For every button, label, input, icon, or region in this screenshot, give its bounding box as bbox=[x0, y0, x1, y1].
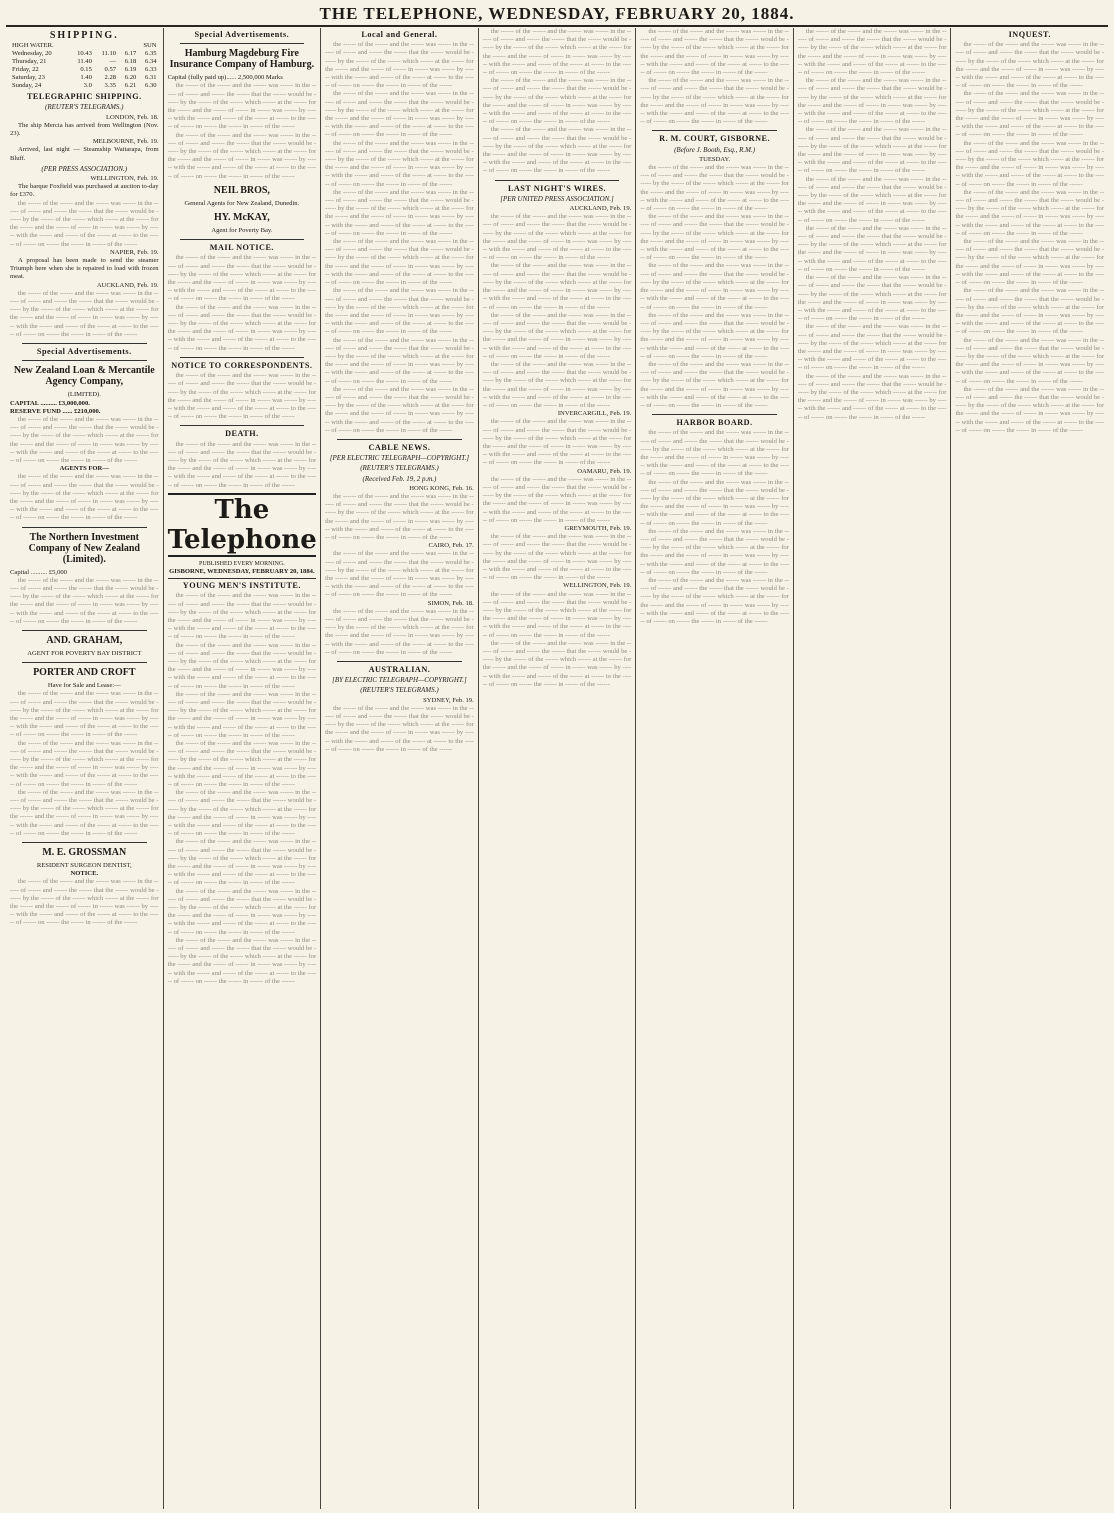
graham-title: AND. GRAHAM, bbox=[46, 634, 123, 646]
body-text: the ------ of the ------ and the ------ was ------ in the ------ of ------ and ------ the ------ that the ------ would be ------ by the ------ of the ------ which ------ at the ------ for the ------ and the ------ of ------ in ------ was ------ by ------ with the ------ and ------ of the ------ at ------ to the ------ of ------ on ------ the ------ in ------ of the ------ bbox=[955, 336, 1105, 385]
press-note: (PER PRESS ASSOCIATION.) bbox=[41, 164, 128, 173]
tide-row: Saturday, 23 1.40 2.28 6.20 6.31 bbox=[12, 74, 157, 82]
porter-croft-title: PORTER AND CROFT bbox=[33, 667, 136, 679]
body-text: the ------ of the ------ and the ------ was ------ in the ------ of ------ and ------ the ------ that the ------ would be ------ by the ------ of the ------ which ------ at the ------ for the ------ and the ------ of ------ in ------ was ------ by ------ with the ------ and ------ of the ------ at ------ to the ------ of ------ on ------ the ------ in ------ of the ------ bbox=[167, 789, 317, 838]
special-ads-heading: Special Advertisements. bbox=[194, 30, 290, 39]
body-text: the ------ of the ------ and the ------ was ------ in the ------ of ------ and ------ the ------ that the ------ would be ------ by the ------ of the ------ which ------ at the ------ for the ------ and the ------ of ------ in ------ was ------ by ------ with the ------ and ------ of the ------ at ------ to the ------ of ------ on ------ the ------ in ------ of the ------ bbox=[797, 224, 947, 273]
body-text: the ------ of the ------ and the ------ was ------ in the ------ of ------ and ------ the ------ that the ------ would be ------ by the ------ of the ------ which ------ at the ------ for the ------ and the ------ of ------ in ------ was ------ by ------ with the ------ and ------ of the ------ at ------ to the ------ of ------ on ------ the ------ in ------ of the ------ bbox=[640, 311, 789, 360]
special-ads-heading: Special Advertisements. bbox=[36, 347, 132, 357]
body-text: the ------ of the ------ and the ------ was ------ in the ------ of ------ and ------ the ------ that the ------ would be ------ by the ------ of the ------ which ------ at the ------ for the ------ and the ------ of ------ in ------ was ------ by ------ with the ------ and ------ of the ------ at ------ to the ------ of ------ on ------ the ------ in ------ of the ------ bbox=[482, 213, 632, 262]
telegraphic-shipping-heading: TELEGRAPHIC SHIPPING. bbox=[26, 92, 142, 102]
body-text: the ------ of the ------ and the ------ was ------ in the ------ of ------ and ------ the ------ that the ------ would be ------ by the ------ of the ------ which ------ at the ------ for the ------ and the ------ of ------ in ------ was ------ by ------ with the ------ and ------ of the ------ at ------ to the ------ of ------ on ------ the ------ in ------ of the ------ bbox=[640, 360, 789, 409]
notice-heading: NOTICE. bbox=[70, 870, 99, 878]
dateline: INVERCARGILL, Feb. 19. bbox=[557, 410, 632, 418]
column-7 bbox=[951, 28, 1108, 1509]
body-text: the ------ of the ------ and the ------ was ------ in the ------ of ------ and ------ the ------ that the ------ would be ------ by the ------ of the ------ which ------ at the ------ for the ------ and the ------ of ------ in ------ was ------ by ------ with the ------ and ------ of the ------ at ------ to the ------ of ------ on ------ the ------ in ------ of the ------ bbox=[10, 576, 159, 625]
northern-capital: Capital .......... £5,000 bbox=[10, 568, 67, 576]
body-text: the ------ of the ------ and the ------ was ------ in the ------ of ------ and ------ the ------ that the ------ would be ------ by the ------ of the ------ which ------ at the ------ for the ------ and the ------ of ------ in ------ was ------ by ------ with the ------ and ------ of the ------ at ------ to the ------ of ------ on ------ the ------ in ------ of the ------ bbox=[482, 126, 632, 175]
australian-heading: AUSTRALIAN. bbox=[368, 665, 431, 675]
correspondents-heading: NOTICE TO CORRESPONDENTS. bbox=[171, 360, 313, 370]
body-text: the ------ of the ------ and the ------ was ------ in the ------ of ------ and ------ the ------ that the ------ would be ------ by the ------ of the ------ which ------ at the ------ for the ------ and the ------ of ------ in ------ was ------ by ------ with the ------ and ------ of the ------ at ------ to the ------ of ------ on ------ the ------ in ------ of the ------ bbox=[640, 262, 789, 311]
news-paragraph: Arrived, last night — Steamship Waitarapa, from Bluff. bbox=[10, 146, 159, 162]
body-text: the ------ of the ------ and the ------ was ------ in the ------ of ------ and ------ the ------ that the ------ would be ------ by the ------ of the ------ which ------ at the ------ for the ------ and the ------ of ------ in ------ was ------ by ------ with the ------ and ------ of the ------ at ------ to the ------ of ------ on ------ the ------ in ------ of the ------ bbox=[167, 440, 317, 489]
tide-row: Sunday, 24 3.0 3.35 6.21 6.30 bbox=[12, 82, 157, 90]
cable-news-heading: CABLE NEWS. bbox=[368, 442, 431, 452]
tuesday-heading: TUESDAY. bbox=[699, 155, 731, 163]
rm-court-subtitle: (Before J. Booth, Esq., R.M.) bbox=[674, 145, 756, 154]
body-text: the ------ of the ------ and the ------ was ------ in the ------ of ------ and ------ the ------ that the ------ would be ------ by the ------ of the ------ which ------ at the ------ for the ------ and the ------ of ------ in ------ was ------ by ------ with the ------ and ------ of the ------ at ------ to the ------ of ------ on ------ the ------ in ------ of the ------ bbox=[325, 607, 474, 656]
tide-row: Wednesday, 20 10.43 11.10 6.17 6.35 bbox=[12, 50, 157, 58]
body-text: the ------ of the ------ and the ------ was ------ in the ------ of ------ and ------ the ------ that the ------ would be ------ by the ------ of the ------ which ------ at the ------ for the ------ and the ------ of ------ in ------ was ------ by ------ with the ------ and ------ of the ------ at ------ to the ------ of ------ on ------ the ------ in ------ of the ------ bbox=[640, 77, 789, 126]
dateline: LONDON, Feb. 18. bbox=[106, 113, 159, 121]
body-text: the ------ of the ------ and the ------ was ------ in the ------ of ------ and ------ the ------ that the ------ would be ------ by the ------ of the ------ which ------ at the ------ for the ------ and the ------ of ------ in ------ was ------ by ------ with the ------ and ------ of the ------ at ------ to the ------ of ------ on ------ the ------ in ------ of the ------ bbox=[325, 287, 474, 336]
aus-note-2: (REUTER'S TELEGRAMS.) bbox=[360, 686, 439, 695]
dateline: AUCKLAND, Feb. 19. bbox=[96, 281, 159, 289]
body-text: the ------ of the ------ and the ------ was ------ in the ------ of ------ and ------ the ------ that the ------ would be ------ by the ------ of the ------ which ------ at the ------ for the ------ and the ------ of ------ in ------ was ------ by ------ with the ------ and ------ of the ------ at ------ to the ------ of ------ on ------ the ------ in ------ of the ------ bbox=[640, 28, 789, 77]
tide-head-2: SUN bbox=[143, 42, 157, 50]
aus-note: [BY ELECTRIC TELEGRAPH—COPYRIGHT.] bbox=[332, 676, 467, 685]
death-heading: DEATH. bbox=[225, 429, 259, 439]
body-text: the ------ of the ------ and the ------ was ------ in the ------ of ------ and ------ the ------ that the ------ would be ------ by the ------ of the ------ which ------ at the ------ for the ------ and the ------ of ------ in ------ was ------ by ------ with the ------ and ------ of the ------ at ------ to the ------ of ------ on ------ the ------ in ------ of the ------ bbox=[482, 590, 632, 639]
body-text: the ------ of the ------ and the ------ was ------ in the ------ of ------ and ------ the ------ that the ------ would be ------ by the ------ of the ------ which ------ at the ------ for the ------ and the ------ of ------ in ------ was ------ by ------ with the ------ and ------ of the ------ at ------ to the ------ of ------ on ------ the ------ in ------ of the ------ bbox=[325, 188, 474, 237]
column-3 bbox=[321, 28, 479, 1509]
body-text: the ------ of the ------ and the ------ was ------ in the ------ of ------ and ------ the ------ that the ------ would be ------ by the ------ of the ------ which ------ at the ------ for the ------ and the ------ of ------ in ------ was ------ by ------ with the ------ and ------ of the ------ at ------ to the ------ of ------ on ------ the ------ in ------ of the ------ bbox=[640, 429, 789, 478]
body-text: the ------ of the ------ and the ------ was ------ in the ------ of ------ and ------ the ------ that the ------ would be ------ by the ------ of the ------ which ------ at the ------ for the ------ and the ------ of ------ in ------ was ------ by ------ with the ------ and ------ of the ------ at ------ to the ------ of ------ on ------ the ------ in ------ of the ------ bbox=[797, 126, 947, 175]
body-text: the ------ of the ------ and the ------ was ------ in the ------ of ------ and ------ the ------ that the ------ would be ------ by the ------ of the ------ which ------ at the ------ for the ------ and the ------ of ------ in ------ was ------ by ------ with the ------ and ------ of the ------ at ------ to the ------ of ------ on ------ the ------ in ------ of the ------ bbox=[797, 372, 947, 421]
grossman-title: M. E. GROSSMAN bbox=[42, 847, 127, 859]
limited-label: (LIMITED). bbox=[67, 391, 101, 399]
dateline: HONG KONG, Feb. 16. bbox=[409, 484, 474, 492]
porter-subtitle: Have for Sale and Lease:— bbox=[47, 682, 121, 690]
last-nights-wires-heading: LAST NIGHT'S WIRES. bbox=[507, 183, 607, 193]
dateline: WELLINGTON, Feb. 19. bbox=[563, 582, 632, 590]
body-text: the ------ of the ------ and the ------ was ------ in the ------ of ------ and ------ the ------ that the ------ would be ------ by the ------ of the ------ which ------ at the ------ for the ------ and the ------ of ------ in ------ was ------ by ------ with the ------ and ------ of the ------ at ------ to the ------ of ------ on ------ the ------ in ------ of the ------ bbox=[482, 360, 632, 409]
body-text: the ------ of the ------ and the ------ was ------ in the ------ of ------ and ------ the ------ that the ------ would be ------ by the ------ of the ------ which ------ at the ------ for the ------ and the ------ of ------ in ------ was ------ by ------ with the ------ and ------ of the ------ at ------ to the ------ of ------ on ------ the ------ in ------ of the ------ bbox=[167, 592, 317, 641]
grossman-subtitle: RESIDENT SURGEON DENTIST, bbox=[36, 862, 132, 870]
shipping-heading: SHIPPING. bbox=[49, 30, 119, 41]
body-text: the ------ of the ------ and the ------ was ------ in the ------ of ------ and ------ the ------ that the ------ would be ------ by the ------ of the ------ which ------ at the ------ for the ------ and the ------ of ------ in ------ was ------ by ------ with the ------ and ------ of the ------ at ------ to the ------ of ------ on ------ the ------ in ------ of the ------ bbox=[955, 139, 1105, 188]
body-text: the ------ of the ------ and the ------ was ------ in the ------ of ------ and ------ the ------ that the ------ would be ------ by the ------ of the ------ which ------ at the ------ for the ------ and the ------ of ------ in ------ was ------ by ------ with the ------ and ------ of the ------ at ------ to the ------ of ------ on ------ the ------ in ------ of the ------ bbox=[955, 188, 1105, 237]
hamburg-title: Hamburg Magdeburg Fire Insurance Company of Hamburg. bbox=[169, 48, 315, 71]
body-text: the ------ of the ------ and the ------ was ------ in the ------ of ------ and ------ the ------ that the ------ would be ------ by the ------ of the ------ which ------ at the ------ for the ------ and the ------ of ------ in ------ was ------ by ------ with the ------ and ------ of the ------ at ------ to the ------ of ------ on ------ the ------ in ------ of the ------ bbox=[10, 289, 159, 338]
column-2 bbox=[164, 28, 322, 1509]
neil-bros: NEIL BROS, bbox=[213, 184, 270, 196]
mail-notice-heading: MAIL NOTICE. bbox=[209, 243, 274, 253]
agents-heading: AGENTS FOR— bbox=[59, 465, 109, 473]
body-text: the ------ of the ------ and the ------ was ------ in the ------ of ------ and ------ the ------ that the ------ would be ------ by the ------ of the ------ which ------ at the ------ for the ------ and the ------ of ------ in ------ was ------ by ------ with the ------ and ------ of the ------ at ------ to the ------ of ------ on ------ the ------ in ------ of the ------ bbox=[482, 77, 632, 126]
inquest-heading: INQUEST. bbox=[1008, 30, 1051, 39]
body-text: the ------ of the ------ and the ------ was ------ in the ------ of ------ and ------ the ------ that the ------ would be ------ by the ------ of the ------ which ------ at the ------ for the ------ and the ------ of ------ in ------ was ------ by ------ with the ------ and ------ of the ------ at ------ to the ------ of ------ on ------ the ------ in ------ of the ------ bbox=[482, 475, 632, 524]
telephone-nameplate: The Telephone bbox=[167, 494, 317, 555]
body-text: the ------ of the ------ and the ------ was ------ in the ------ of ------ and ------ the ------ that the ------ would be ------ by the ------ of the ------ which ------ at the ------ for the ------ and the ------ of ------ in ------ was ------ by ------ with the ------ and ------ of the ------ at ------ to the ------ of ------ on ------ the ------ in ------ of the ------ bbox=[10, 415, 159, 464]
tide-row: Thursday, 21 11.40 — 6.18 6.34 bbox=[12, 58, 157, 66]
body-text: the ------ of the ------ and the ------ was ------ in the ------ of ------ and ------ the ------ that the ------ would be ------ by the ------ of the ------ which ------ at the ------ for the ------ and the ------ of ------ in ------ was ------ by ------ with the ------ and ------ of the ------ at ------ to the ------ of ------ on ------ the ------ in ------ of the ------ bbox=[10, 690, 159, 739]
dateline: CAIRO, Feb. 17. bbox=[428, 542, 474, 550]
harbor-board-heading: HARBOR BOARD. bbox=[676, 418, 753, 428]
body-text: the ------ of the ------ and the ------ was ------ in the ------ of ------ and ------ the ------ that the ------ would be ------ by the ------ of the ------ which ------ at the ------ for the ------ and the ------ of ------ in ------ was ------ by ------ with the ------ and ------ of the ------ at ------ to the ------ of ------ on ------ the ------ in ------ of the ------ bbox=[325, 90, 474, 139]
body-text: the ------ of the ------ and the ------ was ------ in the ------ of ------ and ------ the ------ that the ------ would be ------ by the ------ of the ------ which ------ at the ------ for the ------ and the ------ of ------ in ------ was ------ by ------ with the ------ and ------ of the ------ at ------ to the ------ of ------ on ------ the ------ in ------ of the ------ bbox=[482, 311, 632, 360]
body-text: the ------ of the ------ and the ------ was ------ in the ------ of ------ and ------ the ------ that the ------ would be ------ by the ------ of the ------ which ------ at the ------ for the ------ and the ------ of ------ in ------ was ------ by ------ with the ------ and ------ of the ------ at ------ to the ------ of ------ on ------ the ------ in ------ of the ------ bbox=[640, 478, 789, 527]
hamburg-capital: Capital (fully paid up)...... 2,500,000 Marks bbox=[167, 74, 283, 82]
cable-note: [PER ELECTRIC TELEGRAPH—COPYRIGHT.] bbox=[329, 454, 470, 463]
body-text: the ------ of the ------ and the ------ was ------ in the ------ of ------ and ------ the ------ that the ------ would be ------ by the ------ of the ------ which ------ at the ------ for the ------ and the ------ of ------ in ------ was ------ by ------ with the ------ and ------ of the ------ at ------ to the ------ of ------ on ------ the ------ in ------ of the ------ bbox=[955, 41, 1105, 90]
reuter-note: (REUTER'S TELEGRAMS.) bbox=[360, 464, 439, 473]
body-text: the ------ of the ------ and the ------ was ------ in the ------ of ------ and ------ the ------ that the ------ would be ------ by the ------ of the ------ which ------ at the ------ for the ------ and the ------ of ------ in ------ was ------ by ------ with the ------ and ------ of the ------ at ------ to the ------ of ------ on ------ the ------ in ------ of the ------ bbox=[955, 385, 1105, 434]
neil-subtitle: General Agents for New Zealand, Dunedin. bbox=[184, 199, 300, 207]
tide-head-1: HIGH WATER. bbox=[12, 42, 54, 50]
body-text: the ------ of the ------ and the ------ was ------ in the ------ of ------ and ------ the ------ that the ------ would be ------ by the ------ of the ------ which ------ at the ------ for the ------ and the ------ of ------ in ------ was ------ by ------ with the ------ and ------ of the ------ at ------ to the ------ of ------ on ------ the ------ in ------ of the ------ bbox=[955, 90, 1105, 139]
rm-court-heading: R. M. COURT, GISBORNE. bbox=[659, 134, 771, 144]
body-text: the ------ of the ------ and the ------ was ------ in the ------ of ------ and ------ the ------ that the ------ would be ------ by the ------ of the ------ which ------ at the ------ for the ------ and the ------ of ------ in ------ was ------ by ------ with the ------ and ------ of the ------ at ------ to the ------ of ------ on ------ the ------ in ------ of the ------ bbox=[955, 287, 1105, 336]
news-paragraph: The barque Foxfield was purchased at auction to-day for £370. bbox=[10, 183, 159, 199]
body-text: the ------ of the ------ and the ------ was ------ in the ------ of ------ and ------ the ------ that the ------ would be ------ by the ------ of the ------ which ------ at the ------ for the ------ and the ------ of ------ in ------ was ------ by ------ with the ------ and ------ of the ------ at ------ to the ------ of ------ on ------ the ------ in ------ of the ------ bbox=[167, 690, 317, 739]
graham-subtitle: AGENT FOR POVERTY BAY DISTRICT bbox=[27, 649, 142, 657]
body-text: the ------ of the ------ and the ------ was ------ in the ------ of ------ and ------ the ------ that the ------ would be ------ by the ------ of the ------ which ------ at the ------ for the ------ and the ------ of ------ in ------ was ------ by ------ with the ------ and ------ of the ------ at ------ to the ------ of ------ on ------ the ------ in ------ of the ------ bbox=[10, 739, 159, 788]
body-text: the ------ of the ------ and the ------ was ------ in the ------ of ------ and ------ the ------ that the ------ would be ------ by the ------ of the ------ which ------ at the ------ for the ------ and the ------ of ------ in ------ was ------ by ------ with the ------ and ------ of the ------ at ------ to the ------ of ------ on ------ the ------ in ------ of the ------ bbox=[325, 41, 474, 90]
news-paragraph: The ship Mercia has arrived from Wellington (Nov. 23). bbox=[10, 121, 159, 138]
news-paragraph: A proposal has been made to send the steamer Triumph here when she is repaired to load with frozen meat. bbox=[10, 257, 159, 281]
capital-line: CAPITAL .......... £3,000,000. bbox=[10, 399, 90, 407]
tide-table bbox=[10, 42, 159, 90]
body-text: the ------ of the ------ and the ------ was ------ in the ------ of ------ and ------ the ------ that the ------ would be ------ by the ------ of the ------ which ------ at the ------ for the ------ and the ------ of ------ in ------ was ------ by ------ with the ------ and ------ of the ------ at ------ to the ------ of ------ on ------ the ------ in ------ of the ------ bbox=[167, 641, 317, 690]
body-text: the ------ of the ------ and the ------ was ------ in the ------ of ------ and ------ the ------ that the ------ would be ------ by the ------ of the ------ which ------ at the ------ for the ------ and the ------ of ------ in ------ was ------ by ------ with the ------ and ------ of the ------ at ------ to the ------ of ------ on ------ the ------ in ------ of the ------ bbox=[10, 788, 159, 837]
issue-dateline: GISBORNE, WEDNESDAY, FEBRUARY 20, 1884. bbox=[168, 568, 317, 579]
body-text: the ------ of the ------ and the ------ was ------ in the ------ of ------ and ------ the ------ that the ------ would be ------ by the ------ of the ------ which ------ at the ------ for the ------ and the ------ of ------ in ------ was ------ by ------ with the ------ and ------ of the ------ at ------ to the ------ of ------ on ------ the ------ in ------ of the ------ bbox=[640, 527, 789, 576]
newspaper-title: THE TELEPHONE, WEDNESDAY, FEBRUARY 20, 1884. bbox=[319, 4, 795, 23]
body-text: the ------ of the ------ and the ------ was ------ in the ------ of ------ and ------ the ------ that the ------ would be ------ by the ------ of the ------ which ------ at the ------ for the ------ and the ------ of ------ in ------ was ------ by ------ with the ------ and ------ of the ------ at ------ to the ------ of ------ on ------ the ------ in ------ of the ------ bbox=[167, 372, 317, 421]
body-text: the ------ of the ------ and the ------ was ------ in the ------ of ------ and ------ the ------ that the ------ would be ------ by the ------ of the ------ which ------ at the ------ for the ------ and the ------ of ------ in ------ was ------ by ------ with the ------ and ------ of the ------ at ------ to the ------ of ------ on ------ the ------ in ------ of the ------ bbox=[167, 838, 317, 887]
body-text: the ------ of the ------ and the ------ was ------ in the ------ of ------ and ------ the ------ that the ------ would be ------ by the ------ of the ------ which ------ at the ------ for the ------ and the ------ of ------ in ------ was ------ by ------ with the ------ and ------ of the ------ at ------ to the ------ of ------ on ------ the ------ in ------ of the ------ bbox=[10, 878, 159, 927]
column-1 bbox=[6, 28, 164, 1509]
dateline: OAMARU, Feb. 19. bbox=[577, 467, 632, 475]
local-general-heading: Local and General. bbox=[361, 30, 438, 39]
body-text: the ------ of the ------ and the ------ was ------ in the ------ of ------ and ------ the ------ that the ------ would be ------ by the ------ of the ------ which ------ at the ------ for the ------ and the ------ of ------ in ------ was ------ by ------ with the ------ and ------ of the ------ at ------ to the ------ of ------ on ------ the ------ in ------ of the ------ bbox=[167, 936, 317, 985]
body-text: the ------ of the ------ and the ------ was ------ in the ------ of ------ and ------ the ------ that the ------ would be ------ by the ------ of the ------ which ------ at the ------ for the ------ and the ------ of ------ in ------ was ------ by ------ with the ------ and ------ of the ------ at ------ to the ------ of ------ on ------ the ------ in ------ of the ------ bbox=[955, 238, 1105, 287]
northern-investment-title: The Northern Investment Company of New Zealand (Limited). bbox=[28, 531, 140, 565]
ymi-heading: YOUNG MEN'S INSTITUTE. bbox=[182, 581, 301, 591]
body-text: the ------ of the ------ and the ------ was ------ in the ------ of ------ and ------ the ------ that the ------ would be ------ by the ------ of the ------ which ------ at the ------ for the ------ and the ------ of ------ in ------ was ------ by ------ with the ------ and ------ of the ------ at ------ to the ------ of ------ on ------ the ------ in ------ of the ------ bbox=[640, 577, 789, 626]
body-text: the ------ of the ------ and the ------ was ------ in the ------ of ------ and ------ the ------ that the ------ would be ------ by the ------ of the ------ which ------ at the ------ for the ------ and the ------ of ------ in ------ was ------ by ------ with the ------ and ------ of the ------ at ------ to the ------ of ------ on ------ the ------ in ------ of the ------ bbox=[482, 639, 632, 688]
column-4 bbox=[479, 28, 637, 1509]
published-line: PUBLISHED EVERY MORNING. bbox=[199, 560, 285, 567]
dateline: SYDNEY, Feb. 19. bbox=[423, 696, 474, 704]
page-columns bbox=[6, 28, 1108, 1509]
body-text: the ------ of the ------ and the ------ was ------ in the ------ of ------ and ------ the ------ that the ------ would be ------ by the ------ of the ------ which ------ at the ------ for the ------ and the ------ of ------ in ------ was ------ by ------ with the ------ and ------ of the ------ at ------ to the ------ of ------ on ------ the ------ in ------ of the ------ bbox=[797, 28, 947, 77]
body-text: the ------ of the ------ and the ------ was ------ in the ------ of ------ and ------ the ------ that the ------ would be ------ by the ------ of the ------ which ------ at the ------ for the ------ and the ------ of ------ in ------ was ------ by ------ with the ------ and ------ of the ------ at ------ to the ------ of ------ on ------ the ------ in ------ of the ------ bbox=[797, 175, 947, 224]
column-6 bbox=[794, 28, 952, 1509]
dateline: SIMON, Feb. 18. bbox=[427, 599, 474, 607]
body-text: the ------ of the ------ and the ------ was ------ in the ------ of ------ and ------ the ------ that the ------ would be ------ by the ------ of the ------ which ------ at the ------ for the ------ and the ------ of ------ in ------ was ------ by ------ with the ------ and ------ of the ------ at ------ to the ------ of ------ on ------ the ------ in ------ of the ------ bbox=[167, 131, 317, 180]
body-text: the ------ of the ------ and the ------ was ------ in the ------ of ------ and ------ the ------ that the ------ would be ------ by the ------ of the ------ which ------ at the ------ for the ------ and the ------ of ------ in ------ was ------ by ------ with the ------ and ------ of the ------ at ------ to the ------ of ------ on ------ the ------ in ------ of the ------ bbox=[482, 262, 632, 311]
masthead bbox=[6, 3, 1108, 27]
body-text: the ------ of the ------ and the ------ was ------ in the ------ of ------ and ------ the ------ that the ------ would be ------ by the ------ of the ------ which ------ at the ------ for the ------ and the ------ of ------ in ------ was ------ by ------ with the ------ and ------ of the ------ at ------ to the ------ of ------ on ------ the ------ in ------ of the ------ bbox=[482, 28, 632, 77]
mckay-subtitle: Agent for Poverty Bay. bbox=[211, 227, 273, 235]
dateline: GREYMOUTH, Feb. 19. bbox=[564, 524, 632, 532]
body-text: the ------ of the ------ and the ------ was ------ in the ------ of ------ and ------ the ------ that the ------ would be ------ by the ------ of the ------ which ------ at the ------ for the ------ and the ------ of ------ in ------ was ------ by ------ with the ------ and ------ of the ------ at ------ to the ------ of ------ on ------ the ------ in ------ of the ------ bbox=[640, 164, 789, 213]
body-text: the ------ of the ------ and the ------ was ------ in the ------ of ------ and ------ the ------ that the ------ would be ------ by the ------ of the ------ which ------ at the ------ for the ------ and the ------ of ------ in ------ was ------ by ------ with the ------ and ------ of the ------ at ------ to the ------ of ------ on ------ the ------ in ------ of the ------ bbox=[325, 704, 474, 753]
body-text: the ------ of the ------ and the ------ was ------ in the ------ of ------ and ------ the ------ that the ------ would be ------ by the ------ of the ------ which ------ at the ------ for the ------ and the ------ of ------ in ------ was ------ by ------ with the ------ and ------ of the ------ at ------ to the ------ of ------ on ------ the ------ in ------ of the ------ bbox=[797, 274, 947, 323]
press-note: [PER UNITED PRESS ASSOCIATION.] bbox=[500, 194, 614, 203]
body-text: the ------ of the ------ and the ------ was ------ in the ------ of ------ and ------ the ------ that the ------ would be ------ by the ------ of the ------ which ------ at the ------ for the ------ and the ------ of ------ in ------ was ------ by ------ with the ------ and ------ of the ------ at ------ to the ------ of ------ on ------ the ------ in ------ of the ------ bbox=[167, 740, 317, 789]
body-text: the ------ of the ------ and the ------ was ------ in the ------ of ------ and ------ the ------ that the ------ would be ------ by the ------ of the ------ which ------ at the ------ for the ------ and the ------ of ------ in ------ was ------ by ------ with the ------ and ------ of the ------ at ------ to the ------ of ------ on ------ the ------ in ------ of the ------ bbox=[640, 213, 789, 262]
dateline: WELLINGTON, Feb. 19. bbox=[90, 175, 159, 183]
mckay: HY. McKAY, bbox=[213, 212, 270, 224]
column-5 bbox=[636, 28, 794, 1509]
body-text: the ------ of the ------ and the ------ was ------ in the ------ of ------ and ------ the ------ that the ------ would be ------ by the ------ of the ------ which ------ at the ------ for the ------ and the ------ of ------ in ------ was ------ by ------ with the ------ and ------ of the ------ at ------ to the ------ of ------ on ------ the ------ in ------ of the ------ bbox=[167, 254, 317, 303]
reuter-note: (REUTER'S TELEGRAMS.) bbox=[45, 103, 124, 112]
dateline: MELBOURNE, Feb. 19. bbox=[92, 138, 159, 146]
body-text: the ------ of the ------ and the ------ was ------ in the ------ of ------ and ------ the ------ that the ------ would be ------ by the ------ of the ------ which ------ at the ------ for the ------ and the ------ of ------ in ------ was ------ by ------ with the ------ and ------ of the ------ at ------ to the ------ of ------ on ------ the ------ in ------ of the ------ bbox=[167, 887, 317, 936]
body-text: the ------ of the ------ and the ------ was ------ in the ------ of ------ and ------ the ------ that the ------ would be ------ by the ------ of the ------ which ------ at the ------ for the ------ and the ------ of ------ in ------ was ------ by ------ with the ------ and ------ of the ------ at ------ to the ------ of ------ on ------ the ------ in ------ of the ------ bbox=[325, 238, 474, 287]
body-text: the ------ of the ------ and the ------ was ------ in the ------ of ------ and ------ the ------ that the ------ would be ------ by the ------ of the ------ which ------ at the ------ for the ------ and the ------ of ------ in ------ was ------ by ------ with the ------ and ------ of the ------ at ------ to the ------ of ------ on ------ the ------ in ------ of the ------ bbox=[325, 550, 474, 599]
body-text: the ------ of the ------ and the ------ was ------ in the ------ of ------ and ------ the ------ that the ------ would be ------ by the ------ of the ------ which ------ at the ------ for the ------ and the ------ of ------ in ------ was ------ by ------ with the ------ and ------ of the ------ at ------ to the ------ of ------ on ------ the ------ in ------ of the ------ bbox=[10, 473, 159, 522]
body-text: the ------ of the ------ and the ------ was ------ in the ------ of ------ and ------ the ------ that the ------ would be ------ by the ------ of the ------ which ------ at the ------ for the ------ and the ------ of ------ in ------ was ------ by ------ with the ------ and ------ of the ------ at ------ to the ------ of ------ on ------ the ------ in ------ of the ------ bbox=[167, 82, 317, 131]
body-text: the ------ of the ------ and the ------ was ------ in the ------ of ------ and ------ the ------ that the ------ would be ------ by the ------ of the ------ which ------ at the ------ for the ------ and the ------ of ------ in ------ was ------ by ------ with the ------ and ------ of the ------ at ------ to the ------ of ------ on ------ the ------ in ------ of the ------ bbox=[325, 139, 474, 188]
tide-row: Friday, 22 0.15 0.57 6.19 6.33 bbox=[12, 66, 157, 74]
nz-loan-title: New Zealand Loan & Mercantile Agency Company, bbox=[13, 365, 155, 388]
body-text: the ------ of the ------ and the ------ was ------ in the ------ of ------ and ------ the ------ that the ------ would be ------ by the ------ of the ------ which ------ at the ------ for the ------ and the ------ of ------ in ------ was ------ by ------ with the ------ and ------ of the ------ at ------ to the ------ of ------ on ------ the ------ in ------ of the ------ bbox=[482, 533, 632, 582]
received-note: (Received Feb. 19, 2 p.m.) bbox=[362, 474, 437, 483]
body-text: the ------ of the ------ and the ------ was ------ in the ------ of ------ and ------ the ------ that the ------ would be ------ by the ------ of the ------ which ------ at the ------ for the ------ and the ------ of ------ in ------ was ------ by ------ with the ------ and ------ of the ------ at ------ to the ------ of ------ on ------ the ------ in ------ of the ------ bbox=[167, 303, 317, 352]
body-text: the ------ of the ------ and the ------ was ------ in the ------ of ------ and ------ the ------ that the ------ would be ------ by the ------ of the ------ which ------ at the ------ for the ------ and the ------ of ------ in ------ was ------ by ------ with the ------ and ------ of the ------ at ------ to the ------ of ------ on ------ the ------ in ------ of the ------ bbox=[797, 77, 947, 126]
dateline: NAPIER, Feb. 19. bbox=[110, 248, 159, 256]
reserve-line: RESERVE FUND ...... £210,000. bbox=[10, 407, 101, 415]
dateline: AUCKLAND, Feb. 19. bbox=[569, 205, 632, 213]
body-text: the ------ of the ------ and the ------ was ------ in the ------ of ------ and ------ the ------ that the ------ would be ------ by the ------ of the ------ which ------ at the ------ for the ------ and the ------ of ------ in ------ was ------ by ------ with the ------ and ------ of the ------ at ------ to the ------ of ------ on ------ the ------ in ------ of the ------ bbox=[325, 336, 474, 385]
body-text: the ------ of the ------ and the ------ was ------ in the ------ of ------ and ------ the ------ that the ------ would be ------ by the ------ of the ------ which ------ at the ------ for the ------ and the ------ of ------ in ------ was ------ by ------ with the ------ and ------ of the ------ at ------ to the ------ of ------ on ------ the ------ in ------ of the ------ bbox=[482, 418, 632, 467]
body-text: the ------ of the ------ and the ------ was ------ in the ------ of ------ and ------ the ------ that the ------ would be ------ by the ------ of the ------ which ------ at the ------ for the ------ and the ------ of ------ in ------ was ------ by ------ with the ------ and ------ of the ------ at ------ to the ------ of ------ on ------ the ------ in ------ of the ------ bbox=[325, 385, 474, 434]
body-text: the ------ of the ------ and the ------ was ------ in the ------ of ------ and ------ the ------ that the ------ would be ------ by the ------ of the ------ which ------ at the ------ for the ------ and the ------ of ------ in ------ was ------ by ------ with the ------ and ------ of the ------ at ------ to the ------ of ------ on ------ the ------ in ------ of the ------ bbox=[10, 199, 159, 248]
body-text: the ------ of the ------ and the ------ was ------ in the ------ of ------ and ------ the ------ that the ------ would be ------ by the ------ of the ------ which ------ at the ------ for the ------ and the ------ of ------ in ------ was ------ by ------ with the ------ and ------ of the ------ at ------ to the ------ of ------ on ------ the ------ in ------ of the ------ bbox=[797, 323, 947, 372]
body-text: the ------ of the ------ and the ------ was ------ in the ------ of ------ and ------ the ------ that the ------ would be ------ by the ------ of the ------ which ------ at the ------ for the ------ and the ------ of ------ in ------ was ------ by ------ with the ------ and ------ of the ------ at ------ to the ------ of ------ on ------ the ------ in ------ of the ------ bbox=[325, 492, 474, 541]
